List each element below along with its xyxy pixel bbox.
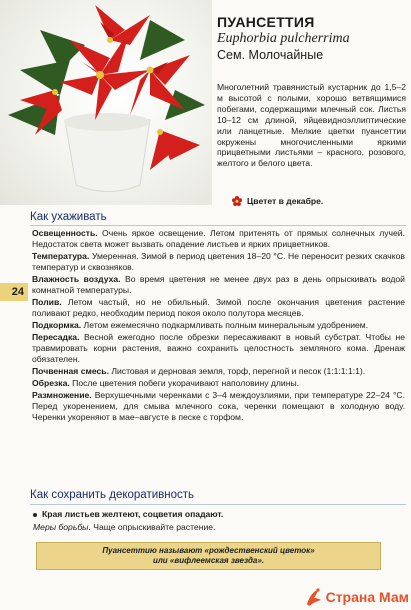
poinsettia-photo	[0, 0, 212, 205]
latin-name: Euphorbia pulcherrima	[217, 31, 350, 46]
plant-family: Сем. Молочайные	[217, 48, 324, 62]
page-number: 24	[0, 283, 28, 301]
plant-title-block	[217, 14, 407, 62]
care-item-watering: Полив. Летом частый, но не обильный. Зимой после окончания цветения растение поливают редко, необходим период покоя около полутора месяцев.	[32, 297, 405, 318]
care-item-feeding: Подкормка. Летом ежемесячно подкармливать полным минеральным удобрением.	[32, 320, 369, 330]
care-instructions	[32, 228, 405, 424]
care-heading-rule	[30, 225, 406, 226]
flower-icon	[232, 196, 242, 206]
care-item-repotting: Пересадка. Весной ежегодно после обрезки пересаживают в новый субстрат. Чтобы не травмировать корни растения, важно сохранить целостность земляного кома. Дренаж обязателен.	[32, 332, 405, 364]
bloom-info	[232, 196, 323, 206]
bullet-icon	[33, 513, 37, 517]
measures-text: Чаще опрыскивайте растение.	[90, 522, 216, 532]
control-measures	[33, 522, 403, 532]
care-heading: Как ухаживать	[30, 211, 107, 223]
problem-title: Края листьев желтеют, соцветия опадают.	[42, 509, 224, 519]
care-item-pruning: Обрезка. После цветения побеги укорачивают наполовину длины.	[32, 378, 300, 389]
measures-label: Меры борьбы.	[33, 522, 91, 532]
note-line-2: или «вифлеемская звезда».	[152, 556, 265, 565]
care-item-light: Освещенность. Очень яркое освещение. Летом притенять от прямых солнечных лучей. Недостаток света может вызвать опадение листьев и ярких прицветников.	[32, 228, 405, 249]
care-item-temperature: Температура. Умеренная. Зимой в период цветения 18–20 °С. Не переносит резких скачков температур и сквозняков.	[32, 251, 405, 272]
site-watermark	[303, 586, 409, 608]
problem-item	[33, 509, 403, 520]
stork-logo-icon	[303, 586, 323, 608]
care-item-soil: Почвенная смесь. Листовая и дерновая земля, торф, перегной и песок (1:1:1:1:1).	[32, 366, 366, 376]
plant-name: ПУАНСЕТТИЯ	[217, 14, 315, 30]
decor-heading: Как сохранить декоративность	[30, 489, 194, 501]
note-box	[36, 542, 381, 570]
watermark-text: Страна Мам	[325, 589, 409, 605]
decor-heading-rule	[30, 504, 406, 505]
plant-description: Многолетний травянистый кустарник до 1,5–2 м высотой с полыми, хорошо ветвящимися побегами, содержащими млечный сок. Листья 10–12 см длиной, яйцевидноэллиптические или ланцетные. Мелкие цветки пуансеттии окружены многочисленными яркими прицветными листьями – красного, розового, желтого и белого цвета.	[217, 82, 406, 169]
note-line-1: Пуансеттию называют «рождественский цветок»	[102, 546, 315, 555]
bloom-text: Цветет в декабре.	[247, 196, 324, 206]
care-item-propagation: Размножение. Верхушечными черенками с 3–4 междоузлиями, при температуре 22–24 °С. Перед укоренением, для смыва млечного сока, черенки помещают в холодную воду. Черенки укореняют в мае–августе в песке с торфом.	[32, 390, 405, 422]
care-item-humidity: Влажность воздуха. Во время цветения не менее двух раз в день опрыскивать водой комнатной температуры.	[32, 274, 405, 295]
